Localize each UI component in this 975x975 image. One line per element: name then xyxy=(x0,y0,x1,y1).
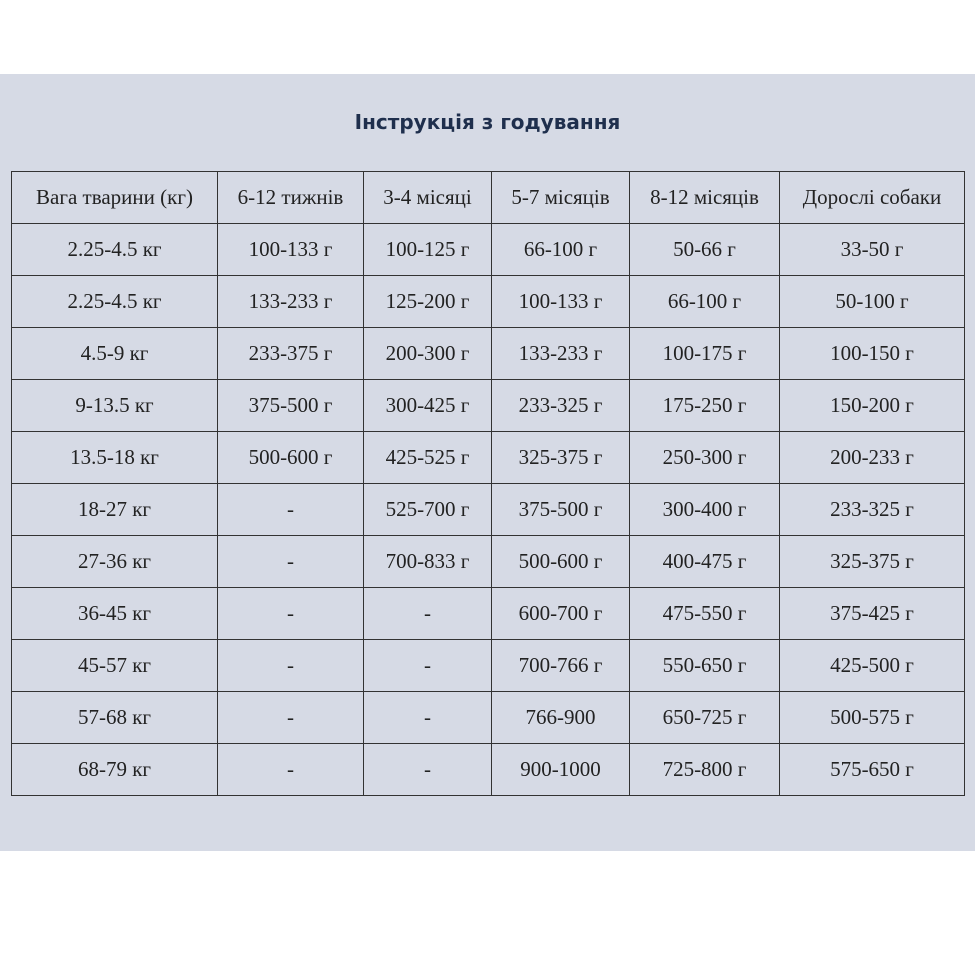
table-cell: 9-13.5 кг xyxy=(12,380,218,432)
table-row xyxy=(12,380,965,432)
table-cell: 233-325 г xyxy=(492,380,630,432)
table-cell: 2.25-4.5 кг xyxy=(12,224,218,276)
table-cell: 100-175 г xyxy=(630,328,780,380)
table-row xyxy=(12,276,965,328)
table-cell: 133-233 г xyxy=(218,276,364,328)
table-cell: 2.25-4.5 кг xyxy=(12,276,218,328)
table-cell: 375-500 г xyxy=(218,380,364,432)
feeding-title: Інструкція з годування xyxy=(354,110,621,134)
table-row xyxy=(12,224,965,276)
table-cell: - xyxy=(218,744,364,796)
table-cell: 766-900 xyxy=(492,692,630,744)
table-cell: 100-133 г xyxy=(218,224,364,276)
table-cell: 325-375 г xyxy=(780,536,965,588)
header-cell: 5-7 місяців xyxy=(492,172,630,224)
table-cell: 27-36 кг xyxy=(12,536,218,588)
table-cell: 33-50 г xyxy=(780,224,965,276)
table-cell: 375-425 г xyxy=(780,588,965,640)
table-cell: - xyxy=(218,484,364,536)
table-cell: - xyxy=(364,744,492,796)
table-cell: 233-375 г xyxy=(218,328,364,380)
header-cell: 3-4 місяці xyxy=(364,172,492,224)
table-cell: 66-100 г xyxy=(492,224,630,276)
table-cell: 375-500 г xyxy=(492,484,630,536)
table-cell: 150-200 г xyxy=(780,380,965,432)
header-cell: Вага тварини (кг) xyxy=(12,172,218,224)
table-row xyxy=(12,692,965,744)
table-cell: 600-700 г xyxy=(492,588,630,640)
table-cell: 18-27 кг xyxy=(12,484,218,536)
table-cell: 550-650 г xyxy=(630,640,780,692)
table-cell: 325-375 г xyxy=(492,432,630,484)
table-cell: 725-800 г xyxy=(630,744,780,796)
table-cell: - xyxy=(364,640,492,692)
table-row xyxy=(12,328,965,380)
table-cell: - xyxy=(218,588,364,640)
header-cell: 6-12 тижнів xyxy=(218,172,364,224)
table-cell: 650-725 г xyxy=(630,692,780,744)
table-cell: 36-45 кг xyxy=(12,588,218,640)
table-cell: - xyxy=(364,588,492,640)
table-cell: 100-150 г xyxy=(780,328,965,380)
table-cell: 425-525 г xyxy=(364,432,492,484)
feeding-panel xyxy=(0,74,975,851)
header-cell: Дорослі собаки xyxy=(780,172,965,224)
table-cell: 250-300 г xyxy=(630,432,780,484)
table-row xyxy=(12,744,965,796)
table-cell: 500-600 г xyxy=(218,432,364,484)
table-row xyxy=(12,588,965,640)
table-cell: 13.5-18 кг xyxy=(12,432,218,484)
table-row xyxy=(12,536,965,588)
table-cell: 200-233 г xyxy=(780,432,965,484)
table-cell: 400-475 г xyxy=(630,536,780,588)
table-cell: 525-700 г xyxy=(364,484,492,536)
table-row xyxy=(12,640,965,692)
table-cell: 45-57 кг xyxy=(12,640,218,692)
table-cell: 300-400 г xyxy=(630,484,780,536)
feeding-table xyxy=(11,171,965,796)
table-cell: 125-200 г xyxy=(364,276,492,328)
table-cell: 500-600 г xyxy=(492,536,630,588)
table-cell: 66-100 г xyxy=(630,276,780,328)
table-cell: - xyxy=(218,640,364,692)
table-cell: 575-650 г xyxy=(780,744,965,796)
table-cell: 133-233 г xyxy=(492,328,630,380)
table-row xyxy=(12,484,965,536)
table-cell: 4.5-9 кг xyxy=(12,328,218,380)
table-cell: 900-1000 xyxy=(492,744,630,796)
table-cell: 700-833 г xyxy=(364,536,492,588)
table-cell: 233-325 г xyxy=(780,484,965,536)
table-cell: 300-425 г xyxy=(364,380,492,432)
table-cell: 175-250 г xyxy=(630,380,780,432)
table-cell: 100-125 г xyxy=(364,224,492,276)
table-cell: 200-300 г xyxy=(364,328,492,380)
table-cell: 57-68 кг xyxy=(12,692,218,744)
header-cell: 8-12 місяців xyxy=(630,172,780,224)
table-cell: 100-133 г xyxy=(492,276,630,328)
table-cell: 500-575 г xyxy=(780,692,965,744)
table-cell: 475-550 г xyxy=(630,588,780,640)
table-cell: - xyxy=(364,692,492,744)
table-cell: 68-79 кг xyxy=(12,744,218,796)
table-cell: 50-100 г xyxy=(780,276,965,328)
table-cell: - xyxy=(218,536,364,588)
table-cell: - xyxy=(218,692,364,744)
table-row xyxy=(12,432,965,484)
table-cell: 425-500 г xyxy=(780,640,965,692)
table-cell: 700-766 г xyxy=(492,640,630,692)
table-header-row xyxy=(12,172,965,224)
table-cell: 50-66 г xyxy=(630,224,780,276)
